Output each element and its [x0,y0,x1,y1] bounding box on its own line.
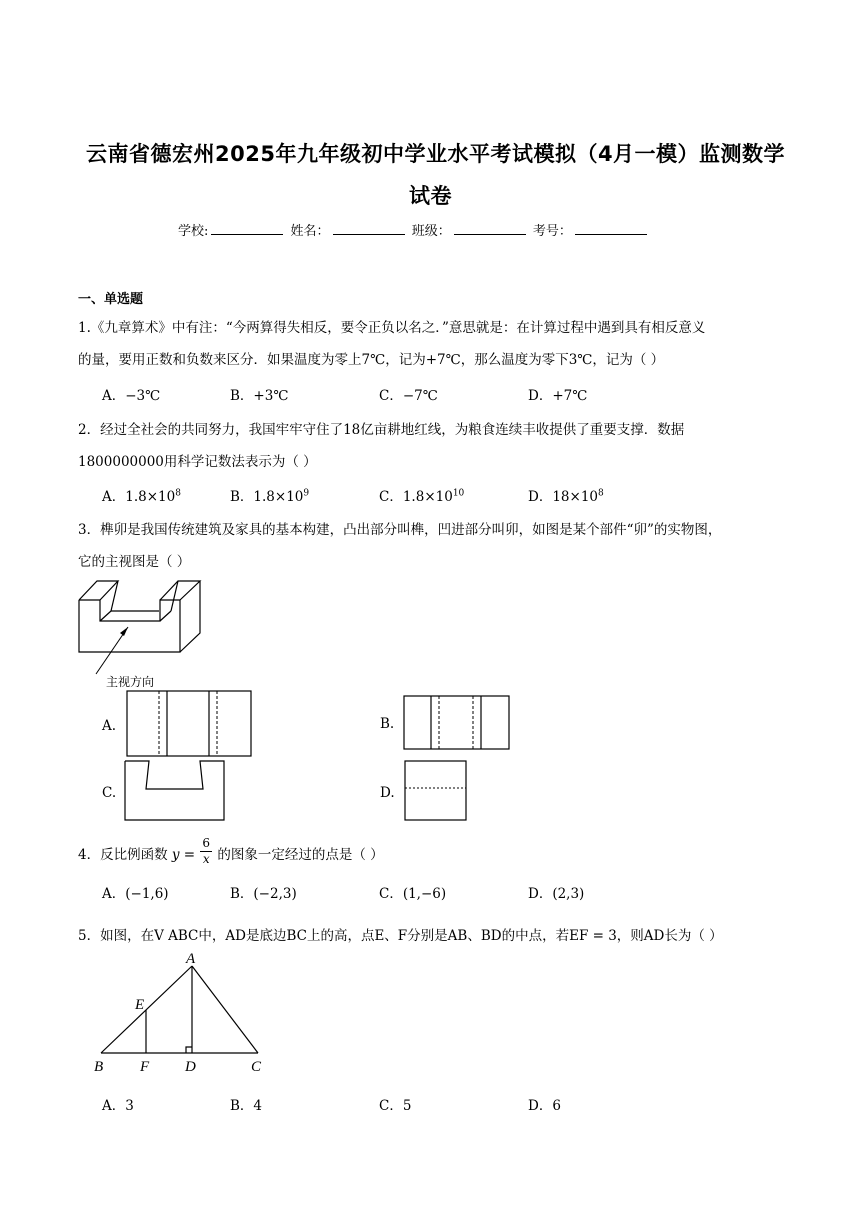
question-1-line2: 的量，要用正数和负数来区分．如果温度为零上7℃，记为+7℃，那么温度为零下3℃，记为（ ） [78,352,665,368]
option-exponent: 9 [303,488,310,499]
q1-option-c[interactable]: C．−7℃ [379,388,438,404]
question-1-line1: 1.《九章算术》中有注：“今两算得失相反，要令正负以名之．”意思就是：在计算过程中遇到具有相反意义 [78,320,706,336]
option-label: B． [230,489,254,505]
point-label-a: A [186,951,196,967]
q4-option-a[interactable]: A．(−1,6) [102,886,169,902]
option-base: 18×10 [552,489,598,505]
fraction [200,836,212,867]
right-angle-mark [186,1047,192,1053]
point-label-d: D [185,1059,196,1075]
q3-option-a[interactable]: A. [102,718,117,734]
q1-option-b[interactable]: B．+3℃ [230,388,289,404]
point-label-b: B [94,1059,104,1075]
school-field[interactable] [211,222,283,235]
exam-no-label: 考号： [532,224,572,239]
question-2-line2: 1800000000用科学记数法表示为（ ） [78,454,317,470]
point-label-f: F [140,1059,150,1075]
option-exponent: 8 [598,488,604,499]
triangle-figure [88,950,268,1075]
q5-option-d[interactable]: D．6 [528,1098,561,1114]
question-4-prefix: 4．反比例函数 [78,847,168,863]
question-4-suffix: 的图象一定经过的点是（ ） [217,847,384,863]
segment-ac [192,966,258,1053]
fraction-numerator: 6 [202,836,211,850]
q2-option-a[interactable] [102,485,181,505]
page-title-line2: 试卷 [409,184,452,208]
question-4 [78,836,384,866]
option-base: 1.8×10 [253,489,304,505]
q3-option-b-figure[interactable] [403,695,511,751]
option-label: A． [102,489,126,505]
student-info [178,220,650,239]
q3-option-b[interactable]: B. [380,716,395,732]
q2-option-c[interactable] [379,485,464,505]
view-direction-arrow-icon [120,627,128,636]
q2-option-b[interactable] [230,485,309,505]
q5-option-c[interactable]: C．5 [379,1098,412,1114]
q1-option-a[interactable]: A．−3℃ [102,388,161,404]
q3-option-d[interactable]: D. [380,785,395,801]
q1-option-d[interactable]: D．+7℃ [528,388,588,404]
function-y: y = [171,847,196,863]
option-exponent: 8 [175,488,181,499]
q3-option-a-figure[interactable] [126,690,252,758]
q3-option-d-figure[interactable] [404,760,468,822]
q3-option-c-figure[interactable] [124,760,226,822]
q5-option-b[interactable]: B．4 [230,1098,263,1114]
name-field[interactable] [333,222,405,235]
page-title-line1: 云南省德宏州2025年九年级初中学业水平考试模拟（4月一模）监测数学 [86,142,786,166]
name-label: 姓名： [290,224,330,239]
option-label: C． [379,489,403,505]
q5-option-a[interactable]: A．3 [102,1098,134,1114]
section-heading: 一、单选题 [78,292,144,307]
figure-label-view-direction: 主视方向 [106,675,155,689]
exam-no-field[interactable] [575,222,647,235]
question-5-line1: 5．如图，在V ABC中，AD是底边BC上的高，点E、F分别是AB、BD的中点，若EF = 3，则AD长为（ ） [78,928,723,944]
q3-option-c[interactable]: C. [102,785,117,801]
class-field[interactable] [454,222,526,235]
q4-option-b[interactable]: B．(−2,3) [230,886,297,902]
option-exponent: 10 [452,488,465,499]
option-base: 1.8×10 [402,489,453,505]
q4-option-c[interactable]: C．(1,−6) [379,886,447,902]
point-label-c: C [251,1059,262,1075]
mortise-3d-figure [76,578,208,680]
point-label-e: E [135,997,145,1013]
question-3-line1: 3．榫卯是我国传统建筑及家具的基本构建，凸出部分叫榫，凹进部分叫卯，如图是某个部件“卯”的实物图， [78,522,722,538]
class-label: 班级： [411,224,451,239]
option-label: D． [528,489,553,505]
option-base: 1.8×10 [125,489,176,505]
question-2-line1: 2．经过全社会的共同努力，我国牢牢守住了18亿亩耕地红线，为粮食连续丰收提供了重要支撑．数据 [78,422,685,438]
q4-option-d[interactable]: D．(2,3) [528,886,585,902]
school-label: 学校: [178,224,209,239]
question-3-line2: 它的主视图是（ ） [78,554,191,570]
q2-option-d[interactable] [528,485,604,505]
fraction-denominator: x [202,852,210,866]
